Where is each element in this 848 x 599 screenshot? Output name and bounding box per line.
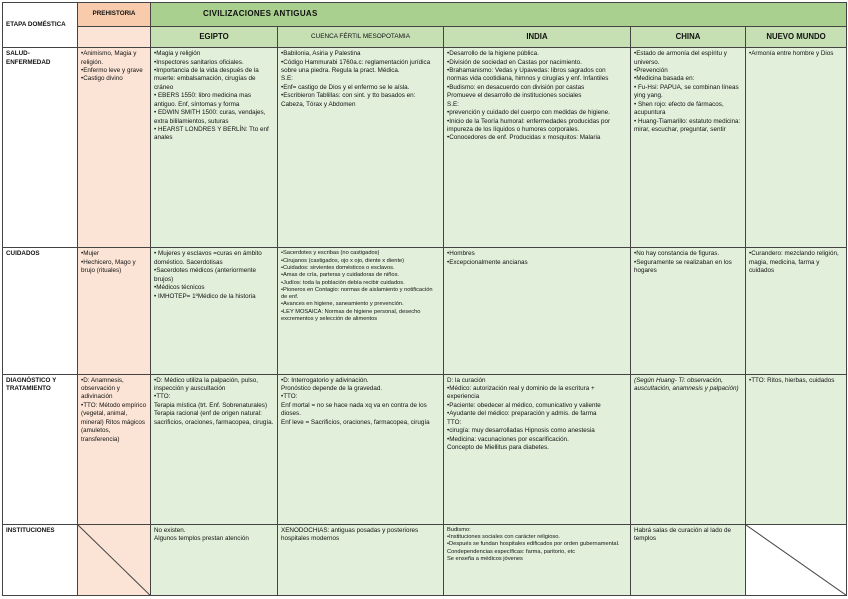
cell-line: •División de sociedad en Castas por nacimiento. [447,58,582,66]
cell-salud-egipto [151,48,278,248]
cell-line: •Instituciones sociales con carácter religioso. [447,534,560,541]
cell-line: •prevención y cuidado del cuerpo con medidas de higiene. [447,109,610,117]
cell-line: •Armonía entre hombre y Dios [749,50,834,58]
cell-line: •cirugía: muy desarrolladas Hipnosis como anestesia [447,427,595,435]
cell-line: •Desarrollo de la higiene pública. [447,50,539,58]
cell-line: •Médicos técnicos [154,284,205,292]
row-label-diagnostico: DIAGNÓSTICO Y TRATAMIENTO [3,374,78,524]
cell-line: •Mujer [81,250,99,258]
cell-diagnostico-india [444,374,631,524]
cell-line: •Excepcionalmente ancianas [447,258,528,266]
cell-line: •Pioneros en Contagio: normas de aislamiento y notificación de enf. [281,286,433,301]
cell-line: TTO: [447,418,462,426]
cell-cuidados-egipto [151,248,278,374]
cell-line: •D: Médico utiliza la palpación, pulso, inspección y auscultación [154,376,259,393]
cell-salud-india [444,48,631,248]
cell-line: •Babilonia, Asiria y Palestina [281,50,361,58]
cell-line: •Hechicero, Mago y brujo (rituales) [81,258,136,275]
cell-line: •TTO: [281,393,298,401]
cell-line: •Curandero: mezclando religión, magia, medicina, farma y cuidados [749,250,839,275]
cell-line: • Shen rojo: efecto de fármacos, acupuntura [634,100,724,117]
cell-diagnostico-nuevo-mundo [746,374,847,524]
cell-cuidados-nuevo-mundo [746,248,847,374]
cell-line: •Médico: autorización real y dominio de la escritura + experiencia [447,385,595,401]
cell-line: •TTO: Ritos, hierbas, cuidados [749,376,835,384]
cell-line: •No hay constancia de figuras. [634,250,720,258]
cell-line: Promueve el desarrollo de instituciones sociales [447,92,582,100]
cell-line: •D: Interrogatorio y adivinación. [281,376,369,384]
cell-line: Pronóstico depende de la gravedad. [281,385,383,393]
cell-line: Algunos templos prestan atención [154,535,249,543]
cell-line: •Cirujanos (castigados, ojo x ojo, diente x diente) [281,257,405,264]
cell-line: Se enseña a médicos jóvenes [447,556,523,563]
header-prehistoria: PREHISTORIA [78,3,151,27]
cell-line: •Judíos: toda la población debía recibir cuidados. [281,279,405,286]
cell-line: •LEY MOSAICA: Normas de higiene personal, desecho excrementos y selección de alimentos [281,308,421,323]
cell-diagnostico-prehistoria [78,374,151,524]
cell-line: S.E: [281,75,293,83]
cell-salud-nuevo-mundo [746,48,847,248]
header-civilizaciones: CIVILIZACIONES ANTIGUAS [151,3,847,27]
row-label-instituciones: INSTITUCIONES [3,524,78,595]
cell-line: • HEARST LONDRES Y BERLÍN: Tto enf anales [154,126,269,142]
cell-line: Concepto de Miellitus para diabetes. [447,444,549,452]
cell-line: •Inspectores sanitarios oficiales. [154,58,244,66]
cell-line: • Mujeres y esclavos =curas en ámbito doméstico. Sacerdotisas [154,250,262,266]
cell-line: •Escribieron Tablillas: con sint. y tto basados en: Cabeza, Tórax y Abdomen [281,92,416,108]
cell-instituciones-nuevo-mundo-empty [746,524,847,595]
cell-line: •Budismo: en desacuerdo con división por castas [447,83,585,91]
cell-line: •Avances en higiene, saneamiento y prevención. [281,301,404,308]
cell-line: •Enfermo leve y grave [81,66,143,74]
cell-line: •Castigo divino [81,75,123,83]
cell-line: Terapia racional (enf de origen natural: sacrificios, oraciones, farmacopea, cirugía. [154,410,274,426]
header-cuenca: CUENCA FÉRTIL MESOPOTAMIA [278,27,444,48]
header-nuevo-mundo: NUEVO MUNDO [746,27,847,48]
cell-line: •Magia y religión [154,50,201,58]
row-label-cuidados: CUIDADOS [3,248,78,374]
cell-line: •Medicina basada en: [634,75,695,83]
cell-cuidados-china [631,248,746,374]
header-egipto: EGIPTO [151,27,278,48]
cell-line: •Seguramente se realizaban en los hogares [634,258,732,275]
cell-instituciones-china [631,524,746,595]
cell-line: •Cuidados: sirvientes domésticos o esclavos. [281,264,395,271]
cell-line: •TTO: [154,393,171,401]
cell-line: (Según Huang- Ti: observación, auscultación, anamnesis y palpación) [634,376,739,393]
cell-line: Habrá salas de curación al lado de templos [634,526,731,543]
cell-line: •Estado de armonía del espíritu y universo. [634,50,727,66]
cell-line: •Amas de cría, parteras y cuidadoras de niños. [281,272,400,279]
row-label-salud: SALUD-ENFERMEDAD [3,48,78,248]
cell-line: •Conocedores de enf. Producidas x mosquitos: Malaria [447,134,601,142]
header-india: INDIA [444,27,631,48]
comparison-table [2,2,847,596]
cell-line: Terapia mística (trt. Enf. Sobrenaturales) [154,401,268,409]
cell-cuidados-prehistoria [78,248,151,374]
cell-line: XENODOCHIAS: antiguas posadas y posteriores hospitales modernos [281,526,419,543]
cell-line: •Después se fundan hospitales edificados por orden gubernamental. Condependencias específicas: farma, paritorio, etc [447,541,620,555]
header-etapa: ETAPA DOMÉSTICA [3,3,78,48]
cell-line: •Código Hammurabi 1760a.c: reglamentación jurídica sobre una piedra. Regula la pract. Médica. [281,58,431,74]
header-prehistoria-blank [78,27,151,48]
cell-line: •Sacerdotes médicos (anteriormente brujos) [154,267,256,283]
cell-salud-cuenca [278,48,444,248]
cell-line: •Brahamanismo: Vedas y Upavedas: libros sagrados con normas vida cootidiana, himnos y cirugías y enf. Infantiles [447,66,609,83]
cell-line: •Animismo, Magia y religión. [81,50,137,66]
cell-line: •TTO: Método empírico (vegetal, animal, mineral) Ritos mágicos (amuletos, transferencia) [81,401,147,443]
cell-line: No existen. [154,526,186,534]
cell-line: •Hombres [447,250,475,258]
cell-line: S.E: [447,100,459,108]
cell-line: • IMHOTEP= 1ºMédico de la historia [154,292,256,300]
cell-instituciones-india [444,524,631,595]
cell-diagnostico-cuenca [278,374,444,524]
cell-line: Enf leve = Sacrificios, oraciones, farmacopea, cirugía [281,418,430,426]
header-china: CHINA [631,27,746,48]
cell-diagnostico-egipto [151,374,278,524]
cell-line: • Fu-Hsi: PAPUA, se combinan líneas ying yang. [634,83,739,100]
cell-line: • EDWIN SMITH 1500: curas, vendajes, extra bililamientos, suturas [154,109,266,125]
cell-line: Enf mortal = no se hace nada xq va en contra de los dioses. [281,401,427,418]
cell-line: D: la curación [447,376,486,384]
cell-line: •Enf= castigo de Dios y el enfermo se le aísla. [281,83,410,91]
cell-instituciones-prehistoria-empty [78,524,151,595]
cell-line: •Sacerdotes y escribas (no castigados) [281,250,380,257]
cell-salud-china [631,48,746,248]
cell-instituciones-cuenca [278,524,444,595]
cell-line: •Ayudante del médico: preparación y admis. de farma [447,410,597,418]
diagonal-strike [78,525,150,595]
cell-line: • Huang-Tiamarillo: estatuto medicina: mirar, escuchar, preguntar, sentir [634,117,741,133]
cell-instituciones-egipto [151,524,278,595]
cell-line: •Paciente: obedecer al médico, comunicativo y valiente [447,401,601,409]
cell-line: • EBERS 1550: libro medicina mas antiguo. Enf, síntomas y forma [154,92,252,108]
cell-line: •D: Anamnesis, observación y adivinación [81,376,124,401]
cell-line: •Medicina: vacunaciones por escarificación. [447,435,569,443]
cell-line: •Importancia de la vida después de la muerte: embalsamación, cirugías de cráneo [154,66,259,91]
cell-line: •Inicio de la Teoría humoral: enfermedades producidas por impureza de los líquidos o humores corporales. [447,117,611,133]
diagonal-strike [746,525,846,595]
cell-cuidados-india [444,248,631,374]
cell-line: •Prevención [634,66,668,74]
cell-salud-prehistoria [78,48,151,248]
cell-diagnostico-china [631,374,746,524]
cell-line: Budismo: [447,526,471,533]
cell-cuidados-cuenca [278,248,444,374]
